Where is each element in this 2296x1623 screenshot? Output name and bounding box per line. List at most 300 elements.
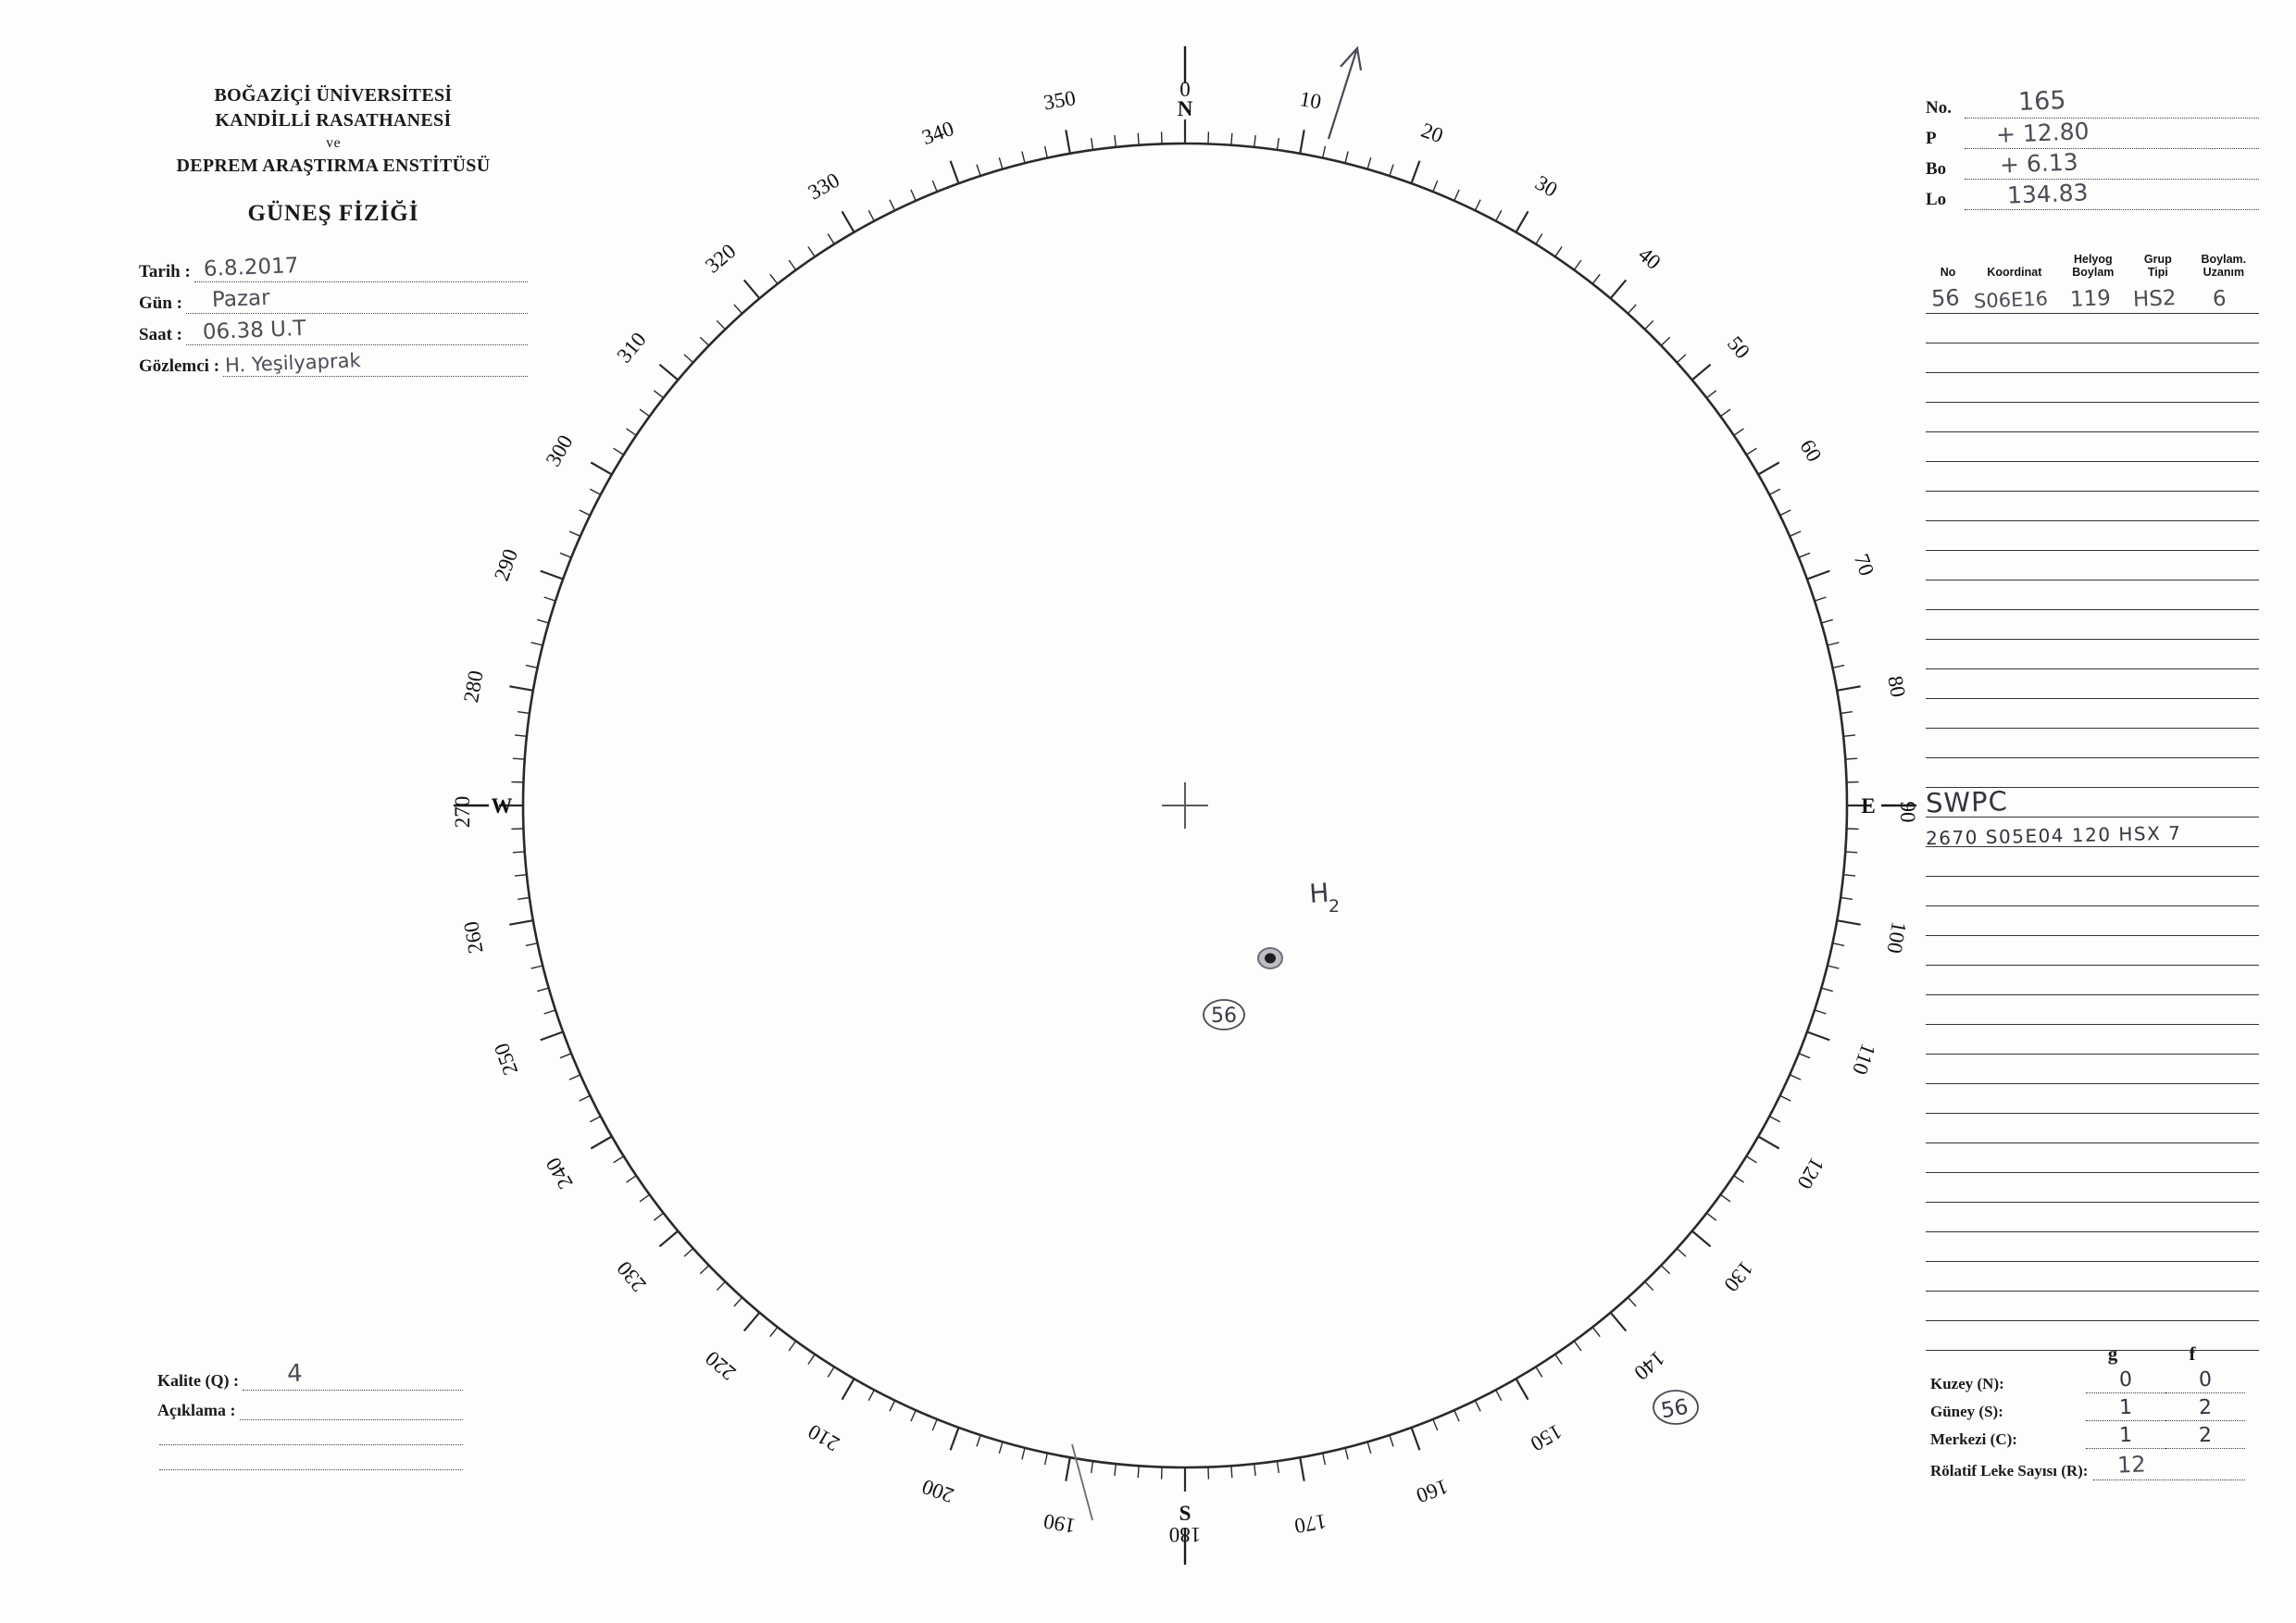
cell-koordinat[interactable] (1970, 491, 2059, 520)
cell-helyog-boylam[interactable] (2059, 728, 2128, 757)
cell-grup-tipi[interactable] (2128, 431, 2189, 461)
cell-grup-tipi[interactable] (2128, 728, 2189, 757)
table-row[interactable] (1926, 728, 2259, 757)
cell-helyog-boylam[interactable] (2059, 1202, 2128, 1231)
table-row[interactable] (1926, 1054, 2259, 1083)
institution-line-3: ve (326, 135, 341, 151)
degree-label-290: 290 (489, 545, 523, 584)
cell-boylam-uzanim-value: 6 (2212, 286, 2227, 312)
cell-no[interactable] (1926, 372, 1970, 402)
cell-no[interactable] (1926, 639, 1970, 668)
cell-helyog-boylam[interactable] (2059, 431, 2128, 461)
table-row[interactable] (1926, 1024, 2259, 1054)
lo-value: 134.83 (2006, 179, 2090, 209)
summary-col-f: f (2189, 1342, 2196, 1365)
degree-label-100: 100 (1882, 919, 1911, 955)
cell-grup-tipi[interactable] (2128, 846, 2189, 876)
summary-value-g: 1 (2118, 1423, 2133, 1448)
cell-koordinat[interactable] (1970, 965, 2059, 994)
degree-label-120: 120 (1792, 1154, 1829, 1193)
table-row[interactable] (1926, 1231, 2259, 1261)
day-label: Gün : (139, 293, 182, 313)
note-line (240, 1401, 464, 1420)
observer-value: H. Yeşilyaprak (224, 348, 362, 377)
summary-value-g: 1 (2118, 1395, 2133, 1420)
cell-grup-tipi[interactable] (2128, 965, 2189, 994)
table-row[interactable] (1926, 609, 2259, 639)
table-row[interactable] (1926, 580, 2259, 609)
cell-boylam-uzanim[interactable] (2189, 1291, 2259, 1320)
cell-helyog-boylam[interactable] (2059, 372, 2128, 402)
cell-helyog-boylam[interactable] (2059, 313, 2128, 343)
cell-koordinat[interactable] (1970, 935, 2059, 965)
cell-helyog-boylam[interactable] (2059, 1291, 2128, 1320)
cell-boylam-uzanim[interactable] (2189, 461, 2259, 491)
degree-label-260: 260 (459, 919, 488, 955)
cell-koordinat[interactable] (1970, 1142, 2059, 1172)
cell-boylam-uzanim[interactable] (2189, 1261, 2259, 1291)
cell-grup-tipi-value: HS2 (2132, 285, 2177, 312)
cell-no[interactable] (1926, 905, 1970, 935)
cell-grup-tipi[interactable] (2128, 1142, 2189, 1172)
cell-helyog-boylam[interactable] (2059, 1024, 2128, 1054)
cell-no[interactable] (1926, 1231, 1970, 1261)
relative-number-line (2093, 1451, 2245, 1480)
degree-label-180: 180 (1168, 1523, 1202, 1546)
cell-helyog-boylam[interactable] (2059, 698, 2128, 728)
summary-row-label: Güney (S): (1930, 1403, 2003, 1420)
cell-helyog-boylam[interactable] (2059, 1083, 2128, 1113)
field-bo (1926, 149, 2259, 180)
cell-no[interactable] (1926, 550, 1970, 580)
cell-grup-tipi[interactable] (2128, 372, 2189, 402)
table-row[interactable] (1926, 1083, 2259, 1113)
cell-grup-tipi[interactable] (2128, 668, 2189, 698)
cell-koordinat[interactable] (1970, 461, 2059, 491)
cell-boylam-uzanim[interactable] (2189, 1113, 2259, 1142)
table-row[interactable] (1926, 698, 2259, 728)
table-row[interactable] (1926, 402, 2259, 431)
summary-row-label: Kuzey (N): (1930, 1375, 2004, 1392)
cell-grup-tipi[interactable] (2128, 639, 2189, 668)
note-line-2 (159, 1420, 463, 1445)
summary-cell-f[interactable] (2165, 1367, 2245, 1393)
no-label: No. (1926, 98, 1952, 118)
cell-koordinat[interactable] (1970, 1024, 2059, 1054)
table-row[interactable] (1926, 372, 2259, 402)
cell-helyog-boylam[interactable] (2059, 284, 2128, 314)
degree-label-200: 200 (918, 1474, 957, 1508)
table-row[interactable] (1926, 313, 2259, 343)
degree-label-80: 80 (1883, 674, 1910, 699)
table-row[interactable] (1926, 965, 2259, 994)
cell-grup-tipi[interactable] (2128, 1202, 2189, 1231)
summary-cell-f[interactable] (2165, 1395, 2245, 1421)
svg-text:56: 56 (1211, 1005, 1237, 1028)
cell-grup-tipi[interactable] (2128, 550, 2189, 580)
table-row[interactable] (1926, 520, 2259, 550)
cell-grup-tipi[interactable] (2128, 520, 2189, 550)
cell-grup-tipi[interactable] (2128, 1083, 2189, 1113)
table-row[interactable] (1926, 994, 2259, 1024)
cell-koordinat[interactable] (1970, 520, 2059, 550)
note-label: Açıklama : (157, 1401, 236, 1419)
cell-koordinat[interactable] (1970, 1231, 2059, 1261)
th-helyog-boylam (2059, 252, 2128, 284)
sunspot-group-type-label: H (1308, 877, 1330, 909)
cell-no[interactable] (1926, 846, 1970, 876)
cell-boylam-uzanim[interactable] (2189, 1083, 2259, 1113)
summary-value-g: 0 (2118, 1367, 2133, 1392)
cell-helyog-boylam-value: 119 (2069, 285, 2112, 312)
field-p (1926, 119, 2259, 149)
degree-label-50: 50 (1722, 331, 1754, 364)
cell-boylam-uzanim[interactable] (2189, 639, 2259, 668)
degree-label-60: 60 (1795, 435, 1827, 466)
summary-cell-g[interactable] (2086, 1423, 2165, 1449)
cell-grup-tipi[interactable] (2128, 876, 2189, 905)
summary-cell-g[interactable] (2086, 1367, 2165, 1393)
th-no: No (1940, 266, 1956, 280)
table-row[interactable] (1926, 905, 2259, 935)
cell-boylam-uzanim[interactable] (2189, 520, 2259, 550)
cell-koordinat[interactable] (1970, 994, 2059, 1024)
cell-koordinat[interactable] (1970, 1261, 2059, 1291)
degree-label-320: 320 (701, 239, 741, 278)
cell-helyog-boylam[interactable] (2059, 965, 2128, 994)
cell-boylam-uzanim[interactable] (2189, 402, 2259, 431)
quality-value: 4 (286, 1359, 304, 1389)
cell-koordinat[interactable] (1970, 1054, 2059, 1083)
cell-no[interactable] (1926, 461, 1970, 491)
cell-no[interactable] (1926, 668, 1970, 698)
institution-line-2: KANDİLLİ RASATHANESİ (215, 110, 452, 131)
cell-koordinat[interactable] (1970, 431, 2059, 461)
cell-boylam-uzanim[interactable] (2189, 846, 2259, 876)
bo-line (1965, 148, 2259, 180)
degree-label-140: 140 (1629, 1346, 1669, 1385)
relative-number-label: Rölatif Leke Sayısı (R): (1930, 1462, 2089, 1479)
cell-grup-tipi[interactable] (2128, 1054, 2189, 1083)
cell-no[interactable] (1926, 935, 1970, 965)
quality-line (243, 1359, 463, 1391)
cell-koordinat[interactable] (1970, 698, 2059, 728)
cell-koordinat[interactable] (1970, 372, 2059, 402)
svg-text:56: 56 (1659, 1394, 1691, 1424)
quality-block (157, 1361, 463, 1470)
cell-no[interactable] (1926, 876, 1970, 905)
cell-grup-tipi[interactable] (2128, 935, 2189, 965)
cell-helyog-boylam[interactable] (2059, 876, 2128, 905)
table-row[interactable] (1926, 343, 2259, 372)
cell-helyog-boylam[interactable] (2059, 994, 2128, 1024)
cell-koordinat[interactable] (1970, 728, 2059, 757)
summary-value-f: 2 (2198, 1395, 2213, 1420)
cell-no[interactable] (1926, 491, 1970, 520)
cell-grup-tipi[interactable] (2128, 994, 2189, 1024)
cell-koordinat[interactable] (1970, 639, 2059, 668)
cell-helyog-boylam[interactable] (2059, 520, 2128, 550)
cell-boylam-uzanim[interactable] (2189, 284, 2259, 314)
cell-no[interactable] (1926, 343, 1970, 372)
th-helyog-line1: Helyog (2073, 253, 2113, 266)
cell-boylam-uzanim[interactable] (2189, 431, 2259, 461)
table-row[interactable] (1926, 1202, 2259, 1231)
swpc-note (1925, 782, 2296, 850)
sunspot-group-type-subscript: 2 (1329, 896, 1341, 917)
cell-no[interactable] (1926, 965, 1970, 994)
cell-koordinat[interactable] (1970, 1083, 2059, 1113)
cell-boylam-uzanim[interactable] (2189, 491, 2259, 520)
cell-boylam-uzanim[interactable] (2189, 550, 2259, 580)
summary-value-f: 2 (2198, 1423, 2213, 1448)
cell-grup-tipi[interactable] (2128, 698, 2189, 728)
sunspot-number-annotation-bottom-right (1653, 1391, 1698, 1424)
cell-koordinat[interactable] (1970, 668, 2059, 698)
degree-label-230: 230 (612, 1256, 651, 1296)
cell-no[interactable] (1926, 313, 1970, 343)
p-label: P (1926, 129, 1937, 148)
sunspot-mark (1258, 948, 1282, 968)
summary-cell-g[interactable] (2086, 1395, 2165, 1421)
cell-grup-tipi[interactable] (2128, 905, 2189, 935)
cell-helyog-boylam[interactable] (2059, 609, 2128, 639)
cell-boylam-uzanim[interactable] (2189, 313, 2259, 343)
cell-no[interactable] (1926, 609, 1970, 639)
cell-no[interactable] (1926, 431, 1970, 461)
cell-boylam-uzanim[interactable] (2189, 698, 2259, 728)
lo-line (1965, 179, 2259, 210)
cell-koordinat[interactable] (1970, 1291, 2059, 1320)
table-row[interactable] (1926, 1291, 2259, 1320)
th-uzanim-line2: Uzanım (2202, 266, 2245, 280)
cell-helyog-boylam[interactable] (2059, 905, 2128, 935)
degree-label-350: 350 (1042, 86, 1078, 115)
summary-row (1930, 1421, 2245, 1449)
cell-boylam-uzanim[interactable] (2189, 728, 2259, 757)
cell-no[interactable] (1926, 1172, 1970, 1202)
cell-no[interactable] (1926, 1024, 1970, 1054)
degree-label-330: 330 (804, 168, 843, 205)
limb-annotation-line (1072, 1444, 1092, 1520)
cell-helyog-boylam[interactable] (2059, 1054, 2128, 1083)
cell-koordinat[interactable] (1970, 876, 2059, 905)
table-row[interactable] (1926, 1113, 2259, 1142)
relative-number-row (1930, 1451, 2245, 1480)
cell-no[interactable] (1926, 580, 1970, 609)
institution-line-4: DEPREM ARAŞTIRMA ENSTİTÜSÜ (176, 155, 491, 176)
cell-no[interactable] (1926, 1054, 1970, 1083)
cell-grup-tipi[interactable] (2128, 402, 2189, 431)
cell-boylam-uzanim[interactable] (2189, 1202, 2259, 1231)
day-value: Pazar (211, 285, 271, 312)
cell-grup-tipi[interactable] (2128, 461, 2189, 491)
cell-boylam-uzanim[interactable] (2189, 1054, 2259, 1083)
table-row[interactable] (1926, 461, 2259, 491)
cell-koordinat[interactable] (1970, 313, 2059, 343)
cell-boylam-uzanim[interactable] (2189, 965, 2259, 994)
cell-koordinat[interactable] (1970, 1172, 2059, 1202)
cell-grup-tipi[interactable] (2128, 1291, 2189, 1320)
degree-label-300: 300 (541, 431, 578, 470)
date-value: 6.8.2017 (203, 253, 299, 281)
cell-helyog-boylam[interactable] (2059, 550, 2128, 580)
p-line (1965, 118, 2259, 149)
date-label: Tarih : (139, 261, 191, 281)
th-helyog-line2: Boylam (2072, 266, 2115, 280)
degree-label-190: 190 (1042, 1509, 1078, 1538)
cell-no[interactable] (1926, 728, 1970, 757)
degree-label-150: 150 (1527, 1419, 1566, 1456)
cell-koordinat[interactable] (1970, 1113, 2059, 1142)
degree-label-0: 0 (1179, 78, 1191, 101)
cell-boylam-uzanim[interactable] (2189, 1024, 2259, 1054)
cell-no[interactable] (1926, 402, 1970, 431)
cell-helyog-boylam[interactable] (2059, 639, 2128, 668)
cell-no[interactable] (1926, 698, 1970, 728)
cell-no[interactable] (1926, 520, 1970, 550)
no-value: 165 (2017, 86, 2067, 117)
cell-grup-tipi[interactable] (2128, 1231, 2189, 1261)
summary-cell-f[interactable] (2165, 1423, 2245, 1449)
cell-grup-tipi[interactable] (2128, 580, 2189, 609)
cell-koordinat[interactable] (1970, 609, 2059, 639)
table-row[interactable] (1926, 491, 2259, 520)
degree-label-310: 310 (612, 328, 651, 368)
summary-block (1930, 1342, 2245, 1480)
summary-row (1930, 1393, 2245, 1421)
table-row[interactable] (1926, 639, 2259, 668)
observer-label: Gözlemci : (139, 356, 220, 376)
cell-boylam-uzanim[interactable] (2189, 668, 2259, 698)
cell-helyog-boylam[interactable] (2059, 343, 2128, 372)
th-grup-line1: Grup (2143, 253, 2172, 266)
cell-grup-tipi[interactable] (2128, 1172, 2189, 1202)
degree-label-10: 10 (1298, 87, 1323, 114)
field-lo (1926, 180, 2259, 210)
table-row[interactable] (1926, 935, 2259, 965)
cell-no[interactable] (1926, 1202, 1970, 1231)
cell-grup-tipi[interactable] (2128, 1024, 2189, 1054)
table-row[interactable] (1926, 1142, 2259, 1172)
cell-boylam-uzanim[interactable] (2189, 1142, 2259, 1172)
bo-value: + 6.13 (1999, 148, 2079, 179)
cell-grup-tipi[interactable] (2128, 343, 2189, 372)
cell-helyog-boylam[interactable] (2059, 846, 2128, 876)
cell-helyog-boylam[interactable] (2059, 1113, 2128, 1142)
cell-boylam-uzanim[interactable] (2189, 372, 2259, 402)
table-row[interactable] (1926, 550, 2259, 580)
table-row[interactable] (1926, 431, 2259, 461)
cell-helyog-boylam[interactable] (2059, 1172, 2128, 1202)
cell-helyog-boylam[interactable] (2059, 402, 2128, 431)
cell-koordinat[interactable] (1970, 905, 2059, 935)
cell-boylam-uzanim[interactable] (2189, 905, 2259, 935)
cell-koordinat[interactable] (1970, 1202, 2059, 1231)
cell-helyog-boylam[interactable] (2059, 1142, 2128, 1172)
cell-koordinat[interactable] (1970, 550, 2059, 580)
degree-label-160: 160 (1413, 1474, 1452, 1508)
degree-label-90: 90 (1896, 801, 1919, 823)
cell-grup-tipi[interactable] (2128, 1113, 2189, 1142)
summary-col-g: g (2107, 1342, 2118, 1365)
cell-no[interactable] (1926, 1083, 1970, 1113)
table-row[interactable] (1926, 846, 2259, 876)
th-koordinat: Koordinat (1987, 266, 2042, 280)
cell-no[interactable] (1926, 994, 1970, 1024)
cell-boylam-uzanim[interactable] (2189, 876, 2259, 905)
cardinal-west-label: W (491, 794, 513, 818)
cell-boylam-uzanim[interactable] (2189, 935, 2259, 965)
degree-label-210: 210 (804, 1419, 843, 1456)
table-row[interactable] (1926, 668, 2259, 698)
summary-row-label: Merkezi (C): (1930, 1430, 2017, 1448)
cell-grup-tipi[interactable] (2128, 491, 2189, 520)
table-row[interactable] (1926, 876, 2259, 905)
summary-rows (1930, 1366, 2245, 1449)
disk-center-crosshair (1162, 782, 1208, 829)
lo-label: Lo (1926, 190, 1947, 209)
cell-helyog-boylam[interactable] (2059, 935, 2128, 965)
cell-grup-tipi[interactable] (2128, 284, 2189, 314)
bo-label: Bo (1926, 159, 1947, 179)
cell-koordinat[interactable] (1970, 402, 2059, 431)
cardinal-north-label: N (1177, 97, 1193, 120)
cell-boylam-uzanim[interactable] (2189, 609, 2259, 639)
cell-no-value: 56 (1930, 284, 1961, 312)
table-row[interactable] (1926, 284, 2259, 314)
p-value: + 12.80 (1995, 118, 2090, 148)
cardinal-south-label: S (1179, 1502, 1192, 1525)
cell-boylam-uzanim[interactable] (2189, 1231, 2259, 1261)
table-row[interactable] (1926, 1172, 2259, 1202)
cell-boylam-uzanim[interactable] (2189, 1172, 2259, 1202)
th-uzanim-line1: Boylam. (2201, 253, 2247, 266)
cell-helyog-boylam[interactable] (2059, 1261, 2128, 1291)
cell-boylam-uzanim[interactable] (2189, 343, 2259, 372)
cell-helyog-boylam[interactable] (2059, 1231, 2128, 1261)
cell-no[interactable] (1926, 1261, 1970, 1291)
cell-helyog-boylam[interactable] (2059, 461, 2128, 491)
note-line-3 (159, 1445, 463, 1470)
relative-number-value: 12 (2116, 1451, 2147, 1479)
cell-grup-tipi[interactable] (2128, 313, 2189, 343)
cell-no[interactable] (1926, 284, 1970, 314)
cell-grup-tipi[interactable] (2128, 1261, 2189, 1291)
cell-no[interactable] (1926, 1142, 1970, 1172)
cell-helyog-boylam[interactable] (2059, 580, 2128, 609)
cell-no[interactable] (1926, 1291, 1970, 1320)
cell-boylam-uzanim[interactable] (2189, 994, 2259, 1024)
swpc-title: SWPC (1925, 785, 2009, 819)
solar-disk-diagram (435, 28, 1935, 1602)
cell-grup-tipi[interactable] (2128, 609, 2189, 639)
cell-koordinat[interactable] (1970, 284, 2059, 314)
th-boylam-uzanim (2189, 252, 2259, 284)
cell-no[interactable] (1926, 1113, 1970, 1142)
cell-helyog-boylam[interactable] (2059, 668, 2128, 698)
page-title: GÜNEŞ FİZİĞİ (247, 200, 419, 226)
degree-label-170: 170 (1292, 1509, 1329, 1538)
table-row[interactable] (1926, 1261, 2259, 1291)
quality-label: Kalite (Q) : (157, 1371, 239, 1390)
cell-koordinat[interactable] (1970, 846, 2059, 876)
degree-label-70: 70 (1849, 550, 1879, 580)
cell-koordinat[interactable] (1970, 580, 2059, 609)
cell-koordinat[interactable] (1970, 343, 2059, 372)
cell-helyog-boylam[interactable] (2059, 491, 2128, 520)
cell-boylam-uzanim[interactable] (2189, 580, 2259, 609)
